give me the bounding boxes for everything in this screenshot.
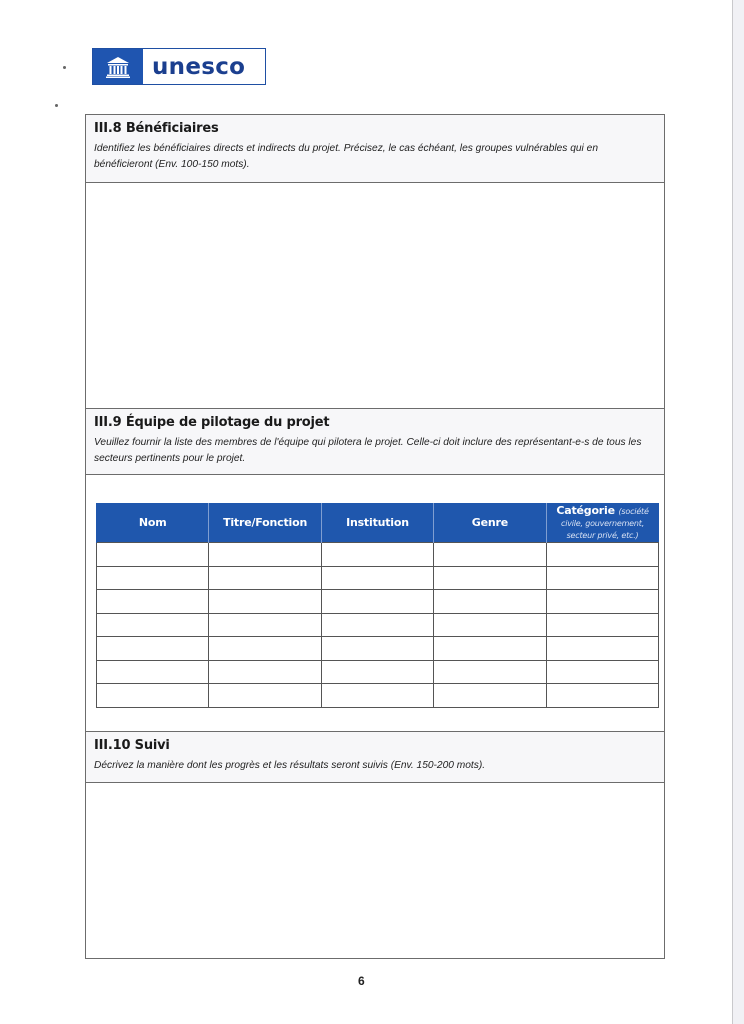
table-cell[interactable]: [321, 684, 433, 708]
section-description: Décrivez la manière dont les progrès et les résultats seront suivis (Env. 150-200 mots).: [94, 760, 486, 771]
table-cell[interactable]: [434, 590, 546, 614]
table-row: [97, 613, 659, 637]
table-cell[interactable]: [209, 590, 321, 614]
table-cell[interactable]: [321, 590, 433, 614]
page-number: 6: [358, 974, 365, 988]
table-cell[interactable]: [97, 590, 209, 614]
table-cell[interactable]: [546, 637, 658, 661]
section-header-beneficiaires: [86, 115, 664, 183]
table-cell[interactable]: [546, 684, 658, 708]
beneficiaires-answer-field[interactable]: [86, 183, 664, 409]
table-row: [97, 684, 659, 708]
suivi-answer-field[interactable]: [86, 783, 664, 958]
table-cell[interactable]: [321, 660, 433, 684]
table-cell[interactable]: [321, 613, 433, 637]
section-title: III.10 Suivi: [94, 738, 170, 753]
table-cell[interactable]: [546, 613, 658, 637]
column-header-institution: Institution: [321, 503, 433, 543]
table-cell[interactable]: [434, 613, 546, 637]
table-cell[interactable]: [97, 566, 209, 590]
table-cell[interactable]: [434, 566, 546, 590]
table-cell[interactable]: [321, 637, 433, 661]
table-cell[interactable]: [97, 543, 209, 567]
table-cell[interactable]: [209, 543, 321, 567]
table-cell[interactable]: [97, 684, 209, 708]
table-cell[interactable]: [546, 543, 658, 567]
table-cell[interactable]: [209, 613, 321, 637]
section-title: III.9 Équipe de pilotage du projet: [94, 415, 330, 430]
table-cell[interactable]: [321, 566, 433, 590]
table-cell[interactable]: [434, 637, 546, 661]
table-row: [97, 543, 659, 567]
section-description: Identifiez les bénéficiaires directs et indirects du projet. Précisez, le cas échéant, les groupes vulnérables qui en bénéficieront (Env. 100-150 mots).: [94, 143, 598, 170]
table-cell[interactable]: [97, 613, 209, 637]
table-cell[interactable]: [546, 590, 658, 614]
table-header-row: [97, 503, 659, 543]
table-cell[interactable]: [434, 660, 546, 684]
table-cell[interactable]: [209, 566, 321, 590]
table-cell[interactable]: [97, 660, 209, 684]
column-header-nom: Nom: [97, 503, 209, 543]
section-header-suivi: [86, 732, 664, 783]
scan-speck: [63, 66, 66, 69]
table-row: [97, 660, 659, 684]
table-cell[interactable]: [97, 637, 209, 661]
table-row: [97, 637, 659, 661]
section-title: III.8 Bénéficiaires: [94, 121, 219, 136]
table-row: [97, 590, 659, 614]
table-cell[interactable]: [209, 637, 321, 661]
table-row: [97, 566, 659, 590]
section-header-equipe: [86, 409, 664, 475]
form-frame: [85, 114, 665, 959]
column-header-titre-fonction: Titre/Fonction: [209, 503, 321, 543]
table-cell[interactable]: [434, 684, 546, 708]
table-cell[interactable]: [546, 566, 658, 590]
table-cell[interactable]: [209, 684, 321, 708]
table-cell[interactable]: [209, 660, 321, 684]
column-header-categorie: Catégorie (société civile, gouvernement, secteur privé, etc.): [546, 503, 658, 543]
steering-team-table: [96, 503, 659, 708]
table-cell[interactable]: [321, 543, 433, 567]
table-cell[interactable]: [546, 660, 658, 684]
logo-wordmark: unesco: [152, 53, 246, 80]
column-hint: (société civile, gouvernement, secteur privé, etc.): [561, 506, 649, 540]
scan-speck: [55, 104, 58, 107]
section-description: Veuillez fournir la liste des membres de l'équipe qui pilotera le projet. Celle-ci doit inclure des représentant-e-s de tous les secteurs pertinents pour le projet.: [94, 437, 642, 464]
table-cell[interactable]: [434, 543, 546, 567]
unesco-logo: [92, 48, 266, 85]
temple-icon: [93, 49, 143, 84]
column-header-genre: Genre: [434, 503, 546, 543]
